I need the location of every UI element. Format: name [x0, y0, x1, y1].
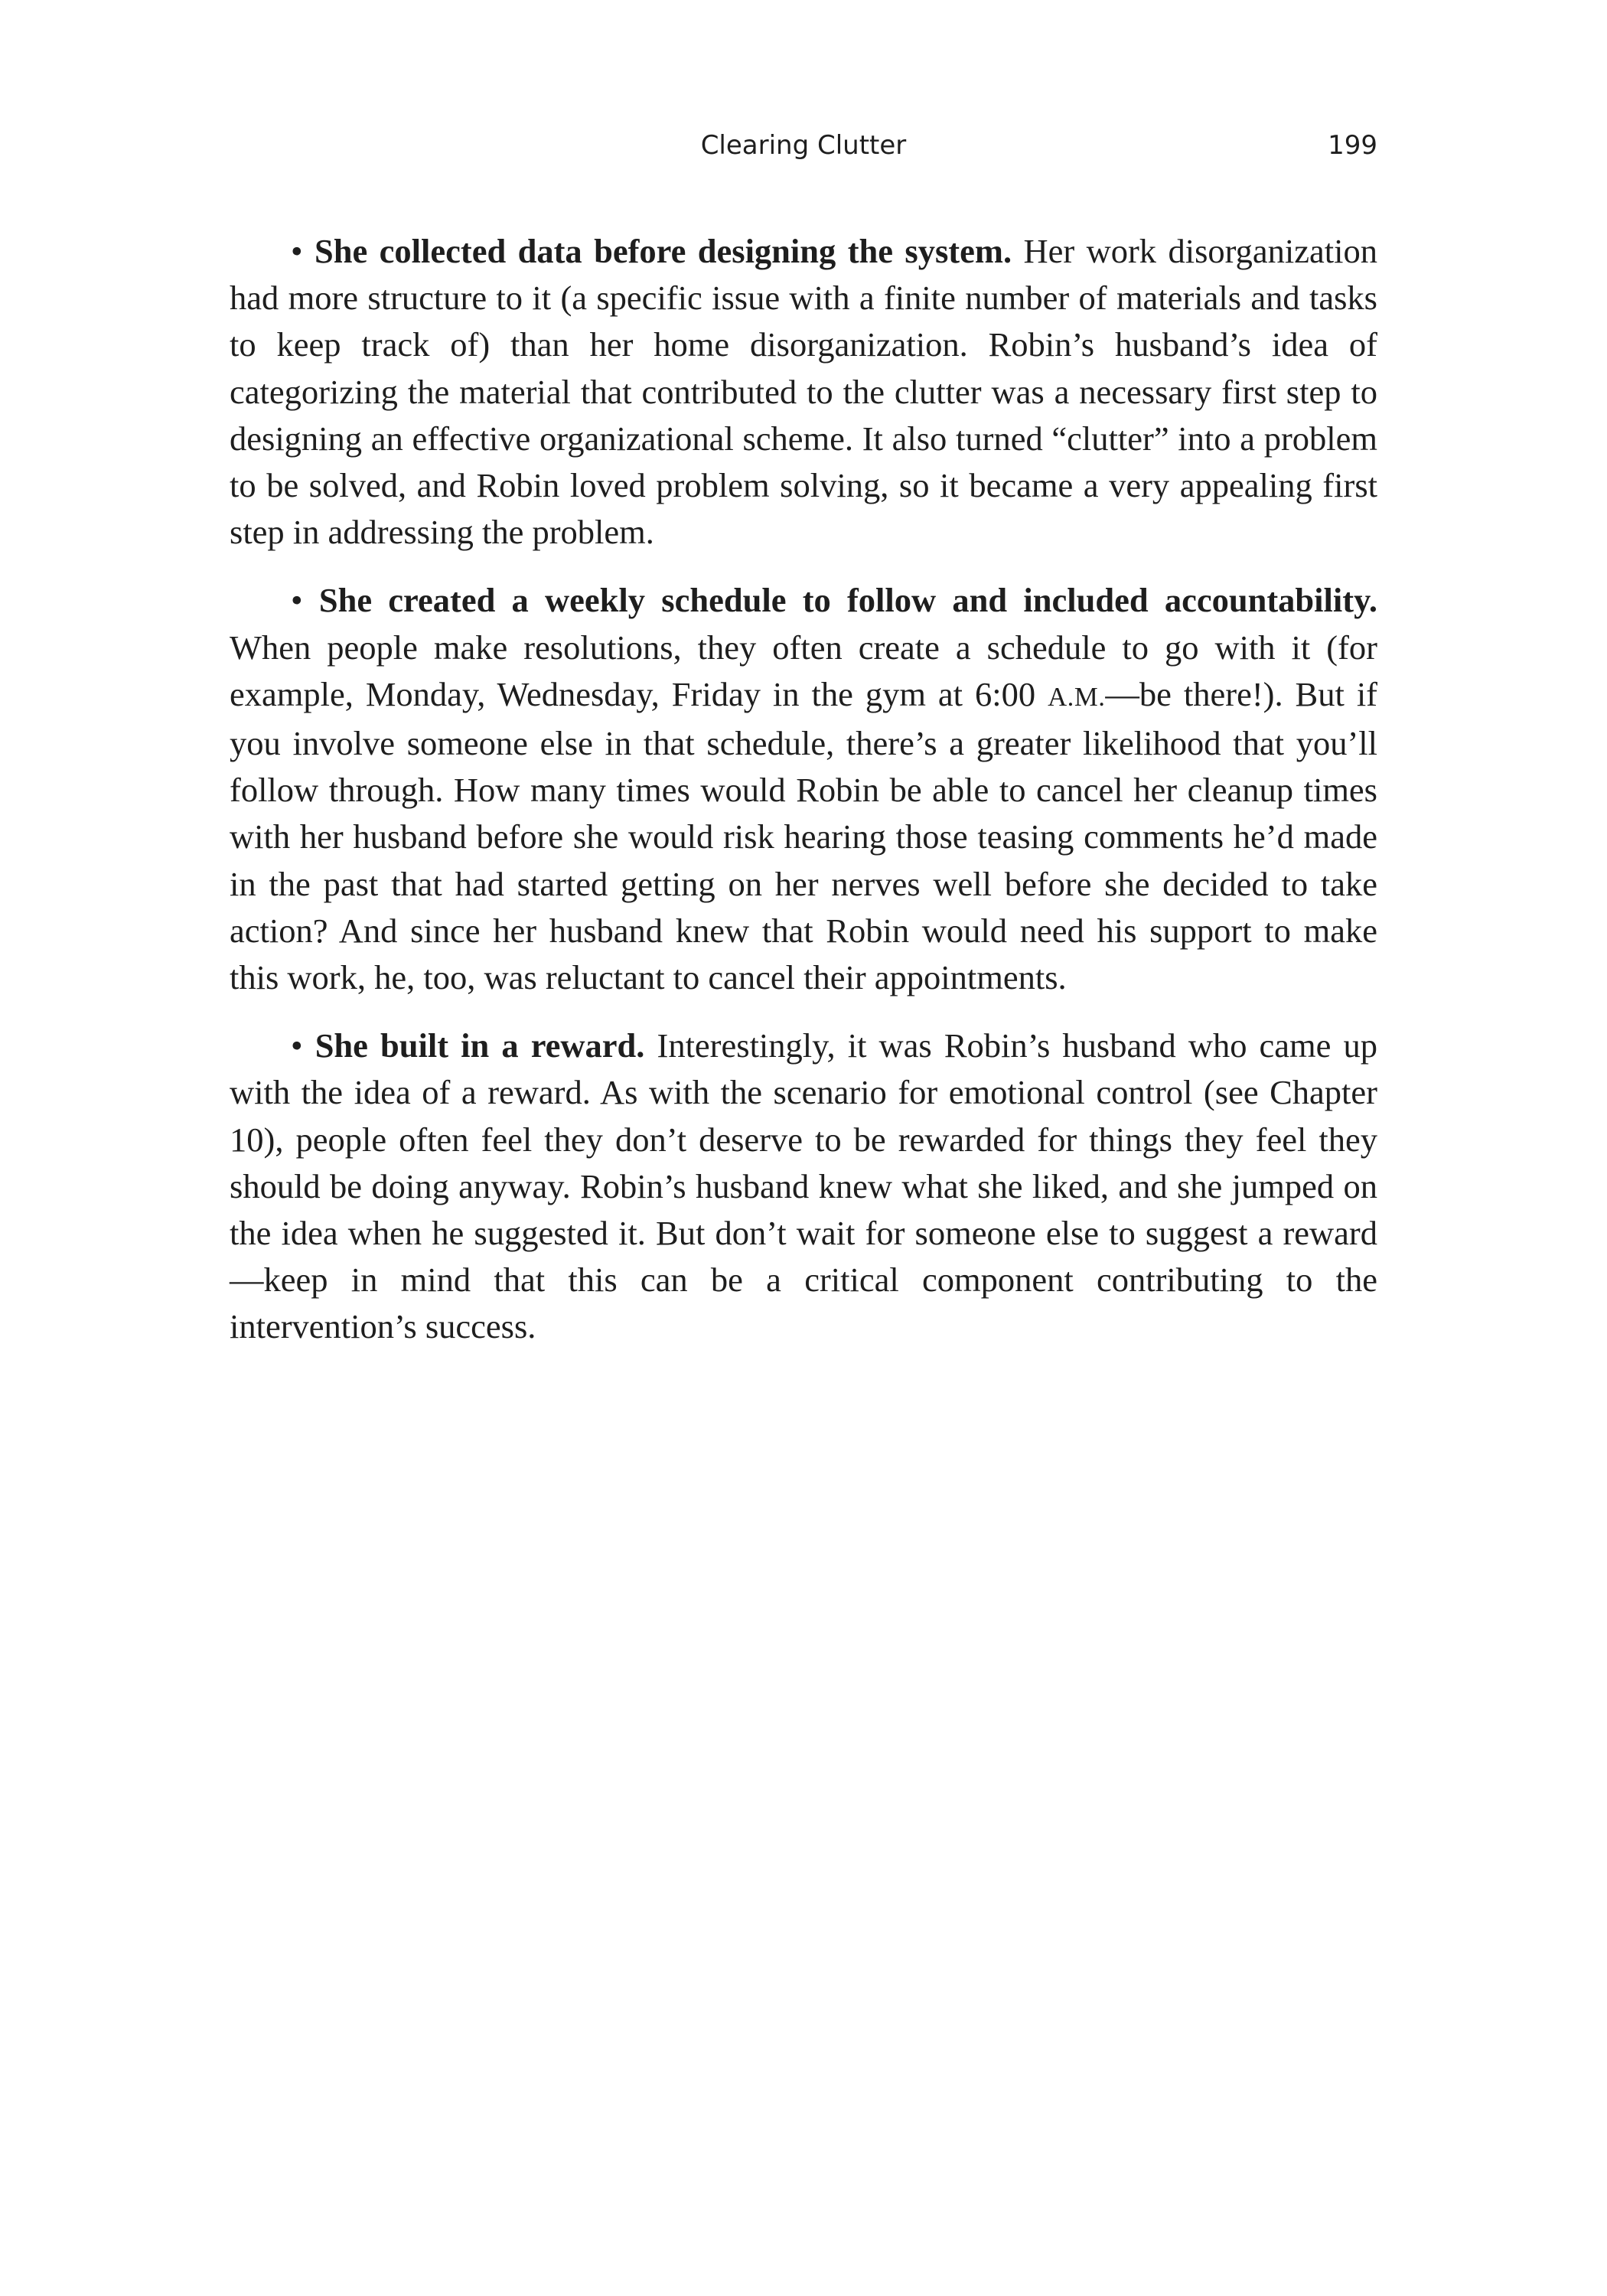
bullet: • [291, 1026, 303, 1065]
bullet-lead: She built in a reward. [315, 1026, 645, 1065]
paragraph-text: Interestingly, it was Robin’s husband who came up with the idea of a reward. As with the scenario for emotional control (see Chapter 10), people often feel they don’t deserve to be rewarded for things they feel they should be doing anyway. Robin’s husband knew what she liked, and she jumped on the idea when he suggested it. But don’t wait for someone else to suggest a reward—keep in mind that this can be a critical component contributing to the intervention’s success. [230, 1026, 1377, 1346]
running-head-title: Clearing Clutter [700, 130, 907, 161]
paragraph-reward [230, 1022, 1377, 1350]
body-text [230, 228, 1377, 1372]
running-head [230, 130, 1377, 176]
bullet: • [291, 581, 303, 620]
paragraph-text: —be there!). But if you involve someone else in that schedule, there’s a greater likelihood that you’ll follow through. How many times would Robin be able to cancel her cleanup times with her husband before she would risk hearing those teasing comments he’d made in the past that had started getting on her nerves well before she decided to take action? And since her husband knew that Robin would need his support to make this work, he, too, was reluctant to cancel their appointments. [230, 674, 1377, 997]
time-am: A.M. [1048, 681, 1106, 712]
paragraph-collected-data [230, 228, 1377, 556]
bullet: • [291, 232, 303, 270]
paragraph-text: Her work disorganization had more structure to it (a specific issue with a finite number of materials and tasks to keep track of) than her home disorganization. Robin’s husband’s idea of categorizing the material that contributed to the clutter was a necessary first step to designing an effective organizational scheme. It also turned “clutter” into a problem to be solved, and Robin loved problem solving, so it became a very appealing first step in addressing the problem. [230, 232, 1377, 552]
paragraph-text: When people make resolutions, they often create a schedule to go with it (for example, Monday, Wednesday, Friday in the gym at 6:00 [230, 628, 1377, 713]
page-number: 199 [1328, 130, 1377, 161]
paragraph-weekly-schedule [230, 577, 1377, 1001]
bullet-lead: She collected data before designing the system. [315, 232, 1012, 270]
bullet-lead: She created a weekly schedule to follow and included accountability. [318, 581, 1377, 620]
